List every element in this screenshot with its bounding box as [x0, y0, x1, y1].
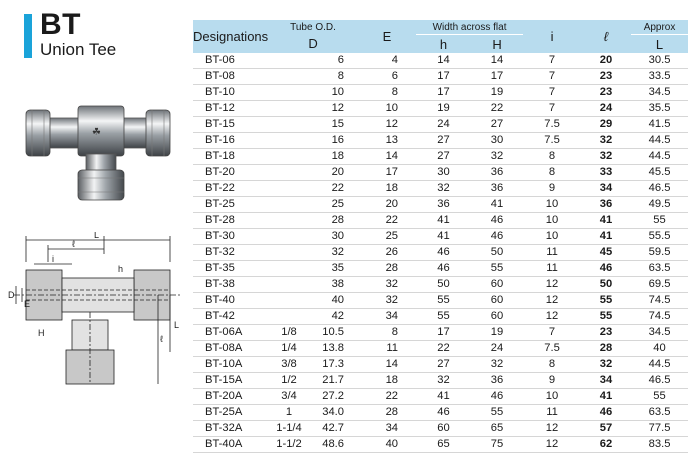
dim-label-H: H — [38, 328, 45, 338]
product-name: Union Tee — [40, 40, 117, 59]
i-cell: 11 — [523, 405, 581, 421]
tube-od-cell: 6 — [310, 53, 358, 69]
nominal-size-cell — [268, 53, 310, 69]
ell-cell: 23 — [581, 325, 631, 341]
L-cell: 69.5 — [631, 277, 688, 293]
e-cell: 34 — [358, 309, 416, 325]
table-body — [193, 53, 688, 453]
table-row — [193, 405, 688, 421]
H-cell: 19 — [471, 325, 523, 341]
ell-cell: 45 — [581, 245, 631, 261]
h-cell: 46 — [416, 245, 471, 261]
L-cell: 41.5 — [631, 117, 688, 133]
i-cell: 7 — [523, 85, 581, 101]
dimension-drawing — [8, 232, 188, 427]
designation-cell: BT-22 — [193, 181, 268, 197]
i-cell: 10 — [523, 389, 581, 405]
i-cell: 10 — [523, 229, 581, 245]
nominal-size-cell — [268, 293, 310, 309]
ell-cell: 41 — [581, 213, 631, 229]
L-cell: 45.5 — [631, 165, 688, 181]
tube-od-cell: 10.5 — [310, 325, 358, 341]
ell-cell: 50 — [581, 277, 631, 293]
L-cell: 35.5 — [631, 101, 688, 117]
h-cell: 55 — [416, 309, 471, 325]
tube-od-cell: 10 — [310, 85, 358, 101]
tube-od-cell: 48.6 — [310, 437, 358, 453]
ell-cell: 28 — [581, 341, 631, 357]
e-cell: 10 — [358, 101, 416, 117]
designation-cell: BT-16 — [193, 133, 268, 149]
i-cell: 12 — [523, 277, 581, 293]
e-cell: 8 — [358, 325, 416, 341]
tube-od-cell: 18 — [310, 149, 358, 165]
h-cell: 27 — [416, 357, 471, 373]
designation-cell: BT-12 — [193, 101, 268, 117]
H-cell: 50 — [471, 245, 523, 261]
ell-cell: 20 — [581, 53, 631, 69]
dim-label-L-top: L — [94, 232, 100, 240]
designation-cell: BT-40A — [193, 437, 268, 453]
table-row — [193, 53, 688, 69]
L-cell: 44.5 — [631, 133, 688, 149]
e-cell: 12 — [358, 117, 416, 133]
e-cell: 28 — [358, 261, 416, 277]
i-cell: 10 — [523, 197, 581, 213]
tube-od-cell: 34.0 — [310, 405, 358, 421]
i-cell: 7.5 — [523, 341, 581, 357]
H-cell: 75 — [471, 437, 523, 453]
union-tee-photo — [12, 92, 182, 210]
i-cell: 11 — [523, 261, 581, 277]
dim-label-E: E — [24, 299, 31, 309]
L-cell: 44.5 — [631, 357, 688, 373]
designation-cell: BT-25A — [193, 405, 268, 421]
designation-cell: BT-35 — [193, 261, 268, 277]
H-cell: 55 — [471, 405, 523, 421]
ell-cell: 41 — [581, 229, 631, 245]
table-row — [193, 165, 688, 181]
e-cell: 14 — [358, 149, 416, 165]
i-cell: 9 — [523, 181, 581, 197]
table-row — [193, 325, 688, 341]
L-cell: 44.5 — [631, 149, 688, 165]
h-cell: 55 — [416, 293, 471, 309]
h-cell: 32 — [416, 373, 471, 389]
tube-od-cell: 42 — [310, 309, 358, 325]
e-cell: 22 — [358, 213, 416, 229]
i-cell: 8 — [523, 149, 581, 165]
table-row — [193, 277, 688, 293]
tube-od-cell: 22 — [310, 181, 358, 197]
nominal-size-cell: 1/8 — [268, 325, 310, 341]
H-cell: 46 — [471, 213, 523, 229]
nominal-size-cell: 1/4 — [268, 341, 310, 357]
table-row — [193, 261, 688, 277]
ell-cell: 34 — [581, 373, 631, 389]
nominal-size-cell — [268, 101, 310, 117]
ell-cell: 24 — [581, 101, 631, 117]
header-E: E — [358, 20, 416, 53]
H-cell: 30 — [471, 133, 523, 149]
L-cell: 30.5 — [631, 53, 688, 69]
H-cell: 46 — [471, 389, 523, 405]
tube-od-cell: 21.7 — [310, 373, 358, 389]
nominal-size-cell: 1-1/2 — [268, 437, 310, 453]
designation-cell: BT-28 — [193, 213, 268, 229]
table-row — [193, 293, 688, 309]
H-cell: 60 — [471, 293, 523, 309]
tube-od-cell: 30 — [310, 229, 358, 245]
ell-cell: 23 — [581, 69, 631, 85]
L-cell: 33.5 — [631, 69, 688, 85]
dim-label-D: D — [8, 290, 15, 300]
H-cell: 17 — [471, 69, 523, 85]
designation-cell: BT-15 — [193, 117, 268, 133]
table-row — [193, 421, 688, 437]
L-cell: 40 — [631, 341, 688, 357]
h-cell: 24 — [416, 117, 471, 133]
H-cell: 24 — [471, 341, 523, 357]
i-cell: 7 — [523, 101, 581, 117]
h-cell: 32 — [416, 181, 471, 197]
table-row — [193, 357, 688, 373]
product-code: BT — [40, 8, 81, 41]
header-H: H — [471, 35, 523, 54]
nominal-size-cell — [268, 149, 310, 165]
nominal-size-cell — [268, 277, 310, 293]
L-cell: 77.5 — [631, 421, 688, 437]
ell-cell: 46 — [581, 405, 631, 421]
tube-od-cell: 20 — [310, 165, 358, 181]
nominal-size-cell — [268, 213, 310, 229]
designation-cell: BT-32 — [193, 245, 268, 261]
ell-cell: 33 — [581, 165, 631, 181]
e-cell: 34 — [358, 421, 416, 437]
table-row — [193, 117, 688, 133]
H-cell: 22 — [471, 101, 523, 117]
h-cell: 41 — [416, 229, 471, 245]
e-cell: 28 — [358, 405, 416, 421]
tube-od-cell: 17.3 — [310, 357, 358, 373]
table-row — [193, 245, 688, 261]
tube-od-cell: 15 — [310, 117, 358, 133]
dim-label-h: h — [118, 264, 124, 274]
table-row — [193, 373, 688, 389]
tube-od-cell: 32 — [310, 245, 358, 261]
dim-label-i: i — [52, 254, 54, 264]
designation-cell: BT-42 — [193, 309, 268, 325]
designation-cell: BT-38 — [193, 277, 268, 293]
e-cell: 40 — [358, 437, 416, 453]
ell-cell: 36 — [581, 197, 631, 213]
H-cell: 32 — [471, 149, 523, 165]
h-cell: 19 — [416, 101, 471, 117]
tube-od-cell: 35 — [310, 261, 358, 277]
nominal-size-cell: 1-1/4 — [268, 421, 310, 437]
L-cell: 74.5 — [631, 293, 688, 309]
H-cell: 41 — [471, 197, 523, 213]
i-cell: 12 — [523, 421, 581, 437]
L-cell: 46.5 — [631, 373, 688, 389]
H-cell: 27 — [471, 117, 523, 133]
e-cell: 32 — [358, 293, 416, 309]
h-cell: 46 — [416, 405, 471, 421]
tube-od-cell: 28 — [310, 213, 358, 229]
h-cell: 30 — [416, 165, 471, 181]
H-cell: 36 — [471, 165, 523, 181]
tube-od-cell: 40 — [310, 293, 358, 309]
e-cell: 22 — [358, 389, 416, 405]
ell-cell: 57 — [581, 421, 631, 437]
nominal-size-cell — [268, 85, 310, 101]
ell-cell: 41 — [581, 389, 631, 405]
header-tube-od: Tube O.D. — [268, 20, 358, 35]
h-cell: 41 — [416, 213, 471, 229]
i-cell: 8 — [523, 357, 581, 373]
header-D: D — [268, 35, 358, 54]
i-cell: 7 — [523, 53, 581, 69]
nominal-size-cell — [268, 69, 310, 85]
dimensions-table — [193, 20, 688, 453]
e-cell: 25 — [358, 229, 416, 245]
i-cell: 8 — [523, 165, 581, 181]
designation-cell: BT-20A — [193, 389, 268, 405]
h-cell: 22 — [416, 341, 471, 357]
designation-cell: BT-06 — [193, 53, 268, 69]
e-cell: 6 — [358, 69, 416, 85]
h-cell: 60 — [416, 421, 471, 437]
h-cell: 65 — [416, 437, 471, 453]
e-cell: 17 — [358, 165, 416, 181]
e-cell: 11 — [358, 341, 416, 357]
table-row — [193, 229, 688, 245]
designation-cell: BT-06A — [193, 325, 268, 341]
table-row — [193, 437, 688, 453]
table-row — [193, 69, 688, 85]
designation-cell: BT-30 — [193, 229, 268, 245]
nominal-size-cell: 3/8 — [268, 357, 310, 373]
i-cell: 9 — [523, 373, 581, 389]
nominal-size-cell — [268, 117, 310, 133]
nominal-size-cell: 3/4 — [268, 389, 310, 405]
designation-cell: BT-18 — [193, 149, 268, 165]
L-cell: 34.5 — [631, 85, 688, 101]
ell-cell: 23 — [581, 85, 631, 101]
H-cell: 36 — [471, 373, 523, 389]
h-cell: 17 — [416, 325, 471, 341]
h-cell: 36 — [416, 197, 471, 213]
e-cell: 18 — [358, 181, 416, 197]
dim-label-ell-top: ℓ — [72, 239, 75, 249]
L-cell: 59.5 — [631, 245, 688, 261]
h-cell: 14 — [416, 53, 471, 69]
H-cell: 36 — [471, 181, 523, 197]
ell-cell: 32 — [581, 149, 631, 165]
table-row — [193, 101, 688, 117]
L-cell: 49.5 — [631, 197, 688, 213]
i-cell: 7 — [523, 325, 581, 341]
tube-od-cell: 12 — [310, 101, 358, 117]
L-cell: 55 — [631, 213, 688, 229]
table-row — [193, 181, 688, 197]
H-cell: 32 — [471, 357, 523, 373]
nominal-size-cell — [268, 181, 310, 197]
designation-cell: BT-32A — [193, 421, 268, 437]
table-row — [193, 389, 688, 405]
H-cell: 14 — [471, 53, 523, 69]
nominal-size-cell — [268, 309, 310, 325]
h-cell: 27 — [416, 149, 471, 165]
designation-cell: BT-10 — [193, 85, 268, 101]
tube-od-cell: 8 — [310, 69, 358, 85]
i-cell: 7.5 — [523, 133, 581, 149]
ell-cell: 32 — [581, 133, 631, 149]
e-cell: 14 — [358, 357, 416, 373]
designation-cell: BT-40 — [193, 293, 268, 309]
H-cell: 65 — [471, 421, 523, 437]
L-cell: 63.5 — [631, 261, 688, 277]
nominal-size-cell: 1 — [268, 405, 310, 421]
ell-cell: 29 — [581, 117, 631, 133]
L-cell: 63.5 — [631, 405, 688, 421]
table-header — [193, 20, 688, 53]
h-cell: 50 — [416, 277, 471, 293]
i-cell: 12 — [523, 293, 581, 309]
header-i: i — [523, 20, 581, 53]
L-cell: 55.5 — [631, 229, 688, 245]
table-row — [193, 149, 688, 165]
h-cell: 46 — [416, 261, 471, 277]
L-cell: 74.5 — [631, 309, 688, 325]
i-cell: 11 — [523, 245, 581, 261]
e-cell: 4 — [358, 53, 416, 69]
h-cell: 27 — [416, 133, 471, 149]
tube-od-cell: 13.8 — [310, 341, 358, 357]
designation-cell: BT-08 — [193, 69, 268, 85]
L-cell: 55 — [631, 389, 688, 405]
tube-od-cell: 38 — [310, 277, 358, 293]
header-width-across-flat: Width across flat — [416, 20, 523, 35]
tube-od-cell: 16 — [310, 133, 358, 149]
ell-cell: 62 — [581, 437, 631, 453]
designation-cell: BT-10A — [193, 357, 268, 373]
i-cell: 12 — [523, 309, 581, 325]
L-cell: 34.5 — [631, 325, 688, 341]
i-cell: 12 — [523, 437, 581, 453]
e-cell: 13 — [358, 133, 416, 149]
designation-cell: BT-20 — [193, 165, 268, 181]
H-cell: 19 — [471, 85, 523, 101]
i-cell: 7.5 — [523, 117, 581, 133]
tube-od-cell: 25 — [310, 197, 358, 213]
nominal-size-cell — [268, 261, 310, 277]
nominal-size-cell — [268, 197, 310, 213]
ell-cell: 46 — [581, 261, 631, 277]
i-cell: 10 — [523, 213, 581, 229]
e-cell: 32 — [358, 277, 416, 293]
designation-cell: BT-15A — [193, 373, 268, 389]
designation-cell: BT-08A — [193, 341, 268, 357]
ell-cell: 55 — [581, 309, 631, 325]
nominal-size-cell — [268, 133, 310, 149]
designation-cell: BT-25 — [193, 197, 268, 213]
L-cell: 46.5 — [631, 181, 688, 197]
ell-cell: 34 — [581, 181, 631, 197]
header-approx: Approx — [631, 20, 688, 35]
h-cell: 17 — [416, 85, 471, 101]
e-cell: 8 — [358, 85, 416, 101]
table-row — [193, 213, 688, 229]
h-cell: 17 — [416, 69, 471, 85]
header-h: h — [416, 35, 471, 54]
nominal-size-cell — [268, 229, 310, 245]
table-row — [193, 133, 688, 149]
ell-cell: 55 — [581, 293, 631, 309]
i-cell: 7 — [523, 69, 581, 85]
nominal-size-cell: 1/2 — [268, 373, 310, 389]
header-L: L — [631, 35, 688, 54]
dim-label-ell-right: ℓ — [160, 334, 163, 344]
table-row — [193, 309, 688, 325]
table-row — [193, 197, 688, 213]
header-ell: ℓ — [581, 20, 631, 53]
H-cell: 60 — [471, 277, 523, 293]
title-accent-bar — [24, 14, 32, 58]
table-row — [193, 341, 688, 357]
h-cell: 41 — [416, 389, 471, 405]
e-cell: 18 — [358, 373, 416, 389]
ell-cell: 32 — [581, 357, 631, 373]
H-cell: 55 — [471, 261, 523, 277]
e-cell: 26 — [358, 245, 416, 261]
svg-text:☘: ☘ — [92, 127, 101, 138]
nominal-size-cell — [268, 165, 310, 181]
L-cell: 83.5 — [631, 437, 688, 453]
header-designations: Designations — [193, 20, 268, 53]
tube-od-cell: 27.2 — [310, 389, 358, 405]
tube-od-cell: 42.7 — [310, 421, 358, 437]
table-row — [193, 85, 688, 101]
H-cell: 60 — [471, 309, 523, 325]
nominal-size-cell — [268, 245, 310, 261]
dim-label-L-right: L — [174, 320, 180, 330]
H-cell: 46 — [471, 229, 523, 245]
e-cell: 20 — [358, 197, 416, 213]
